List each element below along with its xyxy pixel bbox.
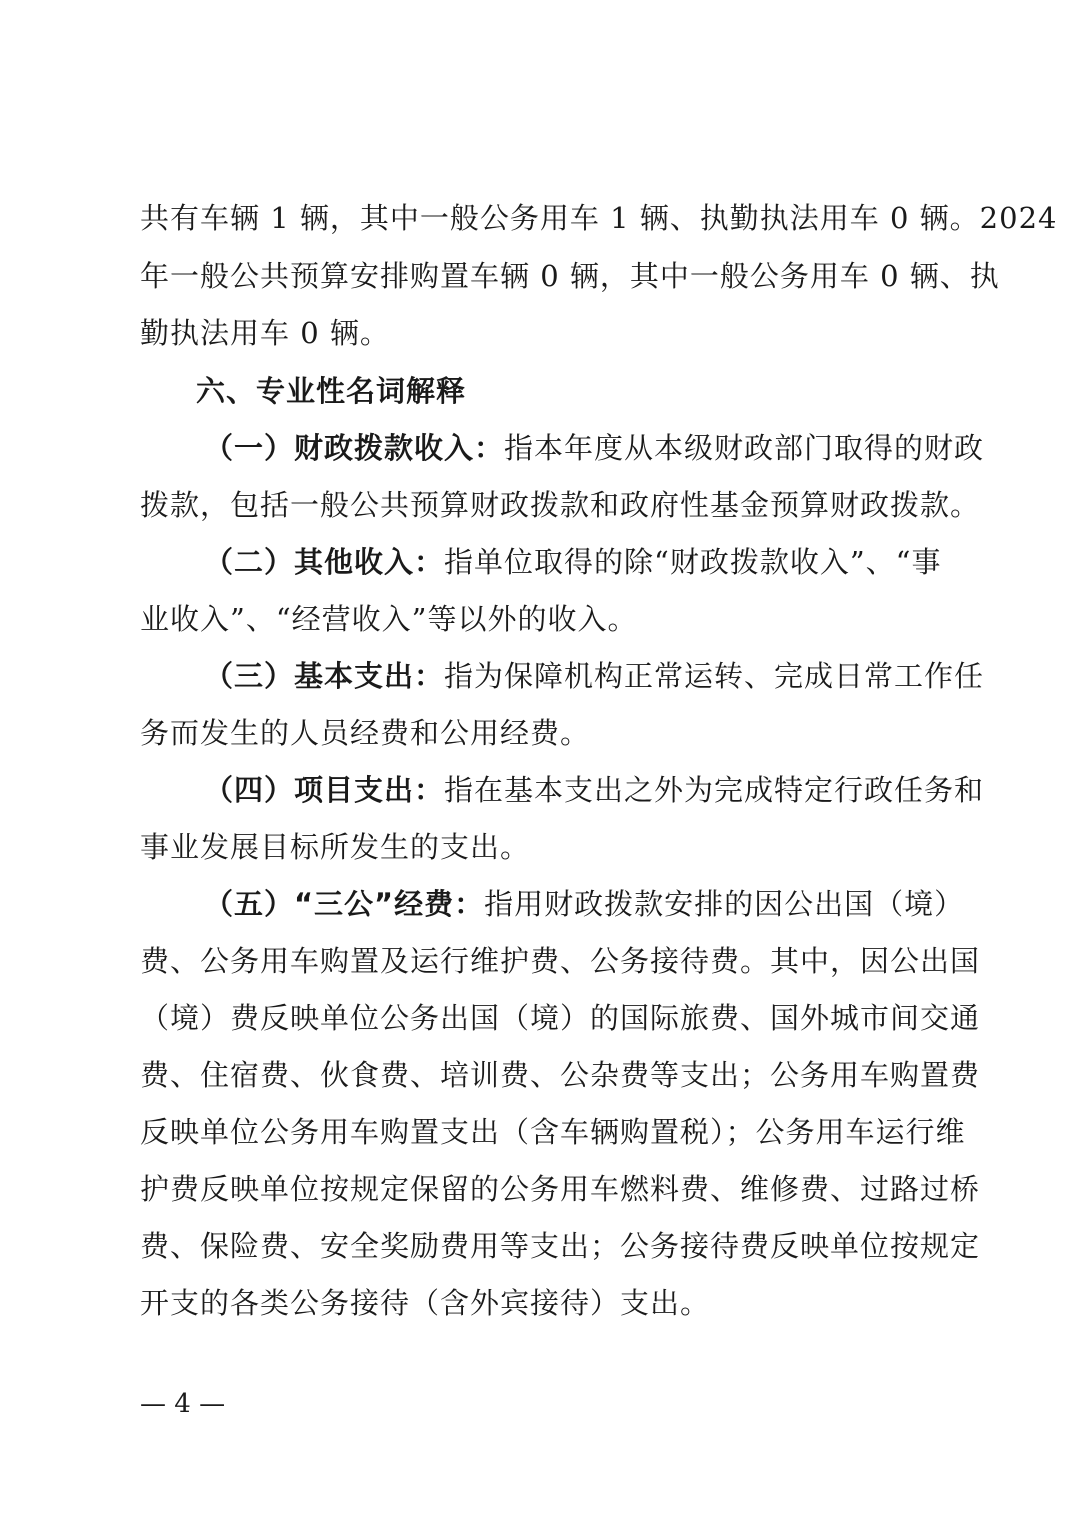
- definition-text-2: 指单位取得的除“财政拨款收入”、“事: [444, 545, 942, 579]
- definition-item-5-line-7: 费、保险费、安全奖励费用等支出；公务接待费反映单位按规定: [140, 1229, 981, 1263]
- page-number: — 4 —: [140, 1389, 226, 1419]
- definition-item-4-line-1: [204, 770, 985, 810]
- intro-line-3: 勤执法用车 0 辆。: [140, 316, 390, 350]
- definition-item-2-line-1: [204, 542, 942, 582]
- definition-term-2: （二）其他收入：: [204, 545, 445, 579]
- definition-item-1-line-2: 拨款，包括一般公共预算财政拨款和政府性基金预算财政拨款。: [140, 488, 981, 522]
- definition-text-1: 指本年度从本级财政部门取得的财政: [504, 431, 985, 465]
- definition-item-5-line-6: 护费反映单位按规定保留的公务用车燃料费、维修费、过路过桥: [140, 1172, 981, 1206]
- definition-item-4-line-2: 事业发展目标所发生的支出。: [140, 830, 531, 864]
- definition-item-1-line-1: [204, 428, 985, 468]
- definition-item-3-line-1: [204, 656, 985, 696]
- definition-item-5-line-5: 反映单位公务用车购置支出（含车辆购置税）；公务用车运行维: [140, 1115, 966, 1149]
- section-heading: 六、专业性名词解释: [196, 374, 467, 408]
- definition-item-5-line-4: 费、住宿费、伙食费、培训费、公杂费等支出；公务用车购置费: [140, 1058, 981, 1092]
- intro-line-1: 共有车辆 1 辆，其中一般公务用车 1 辆、执勤执法用车 0 辆。2024: [140, 201, 1058, 235]
- intro-line-2: 年一般公共预算安排购置车辆 0 辆，其中一般公务用车 0 辆、执: [140, 259, 1000, 293]
- definition-item-5-line-8: 开支的各类公务接待（含外宾接待）支出。: [140, 1286, 711, 1320]
- definition-item-5-line-3: （境）费反映单位公务出国（境）的国际旅费、国外城市间交通: [140, 1001, 981, 1035]
- definition-term-5: （五）“三公”经费：: [204, 887, 485, 921]
- definition-item-2-line-2: 业收入”、“经营收入”等以外的收入。: [140, 602, 638, 636]
- definition-term-1: （一）财政拨款收入：: [204, 431, 505, 465]
- definition-item-5-line-1: [204, 884, 965, 924]
- definition-text-5: 指用财政拨款安排的因公出国（境）: [484, 887, 965, 921]
- definition-text-4: 指在基本支出之外为完成特定行政任务和: [444, 773, 985, 807]
- definition-item-3-line-2: 务而发生的人员经费和公用经费。: [140, 716, 591, 750]
- definition-term-3: （三）基本支出：: [204, 659, 445, 693]
- definition-text-3: 指为保障机构正常运转、完成日常工作任: [444, 659, 985, 693]
- definition-item-5-line-2: 费、公务用车购置及运行维护费、公务接待费。其中，因公出国: [140, 944, 981, 978]
- definition-term-4: （四）项目支出：: [204, 773, 445, 807]
